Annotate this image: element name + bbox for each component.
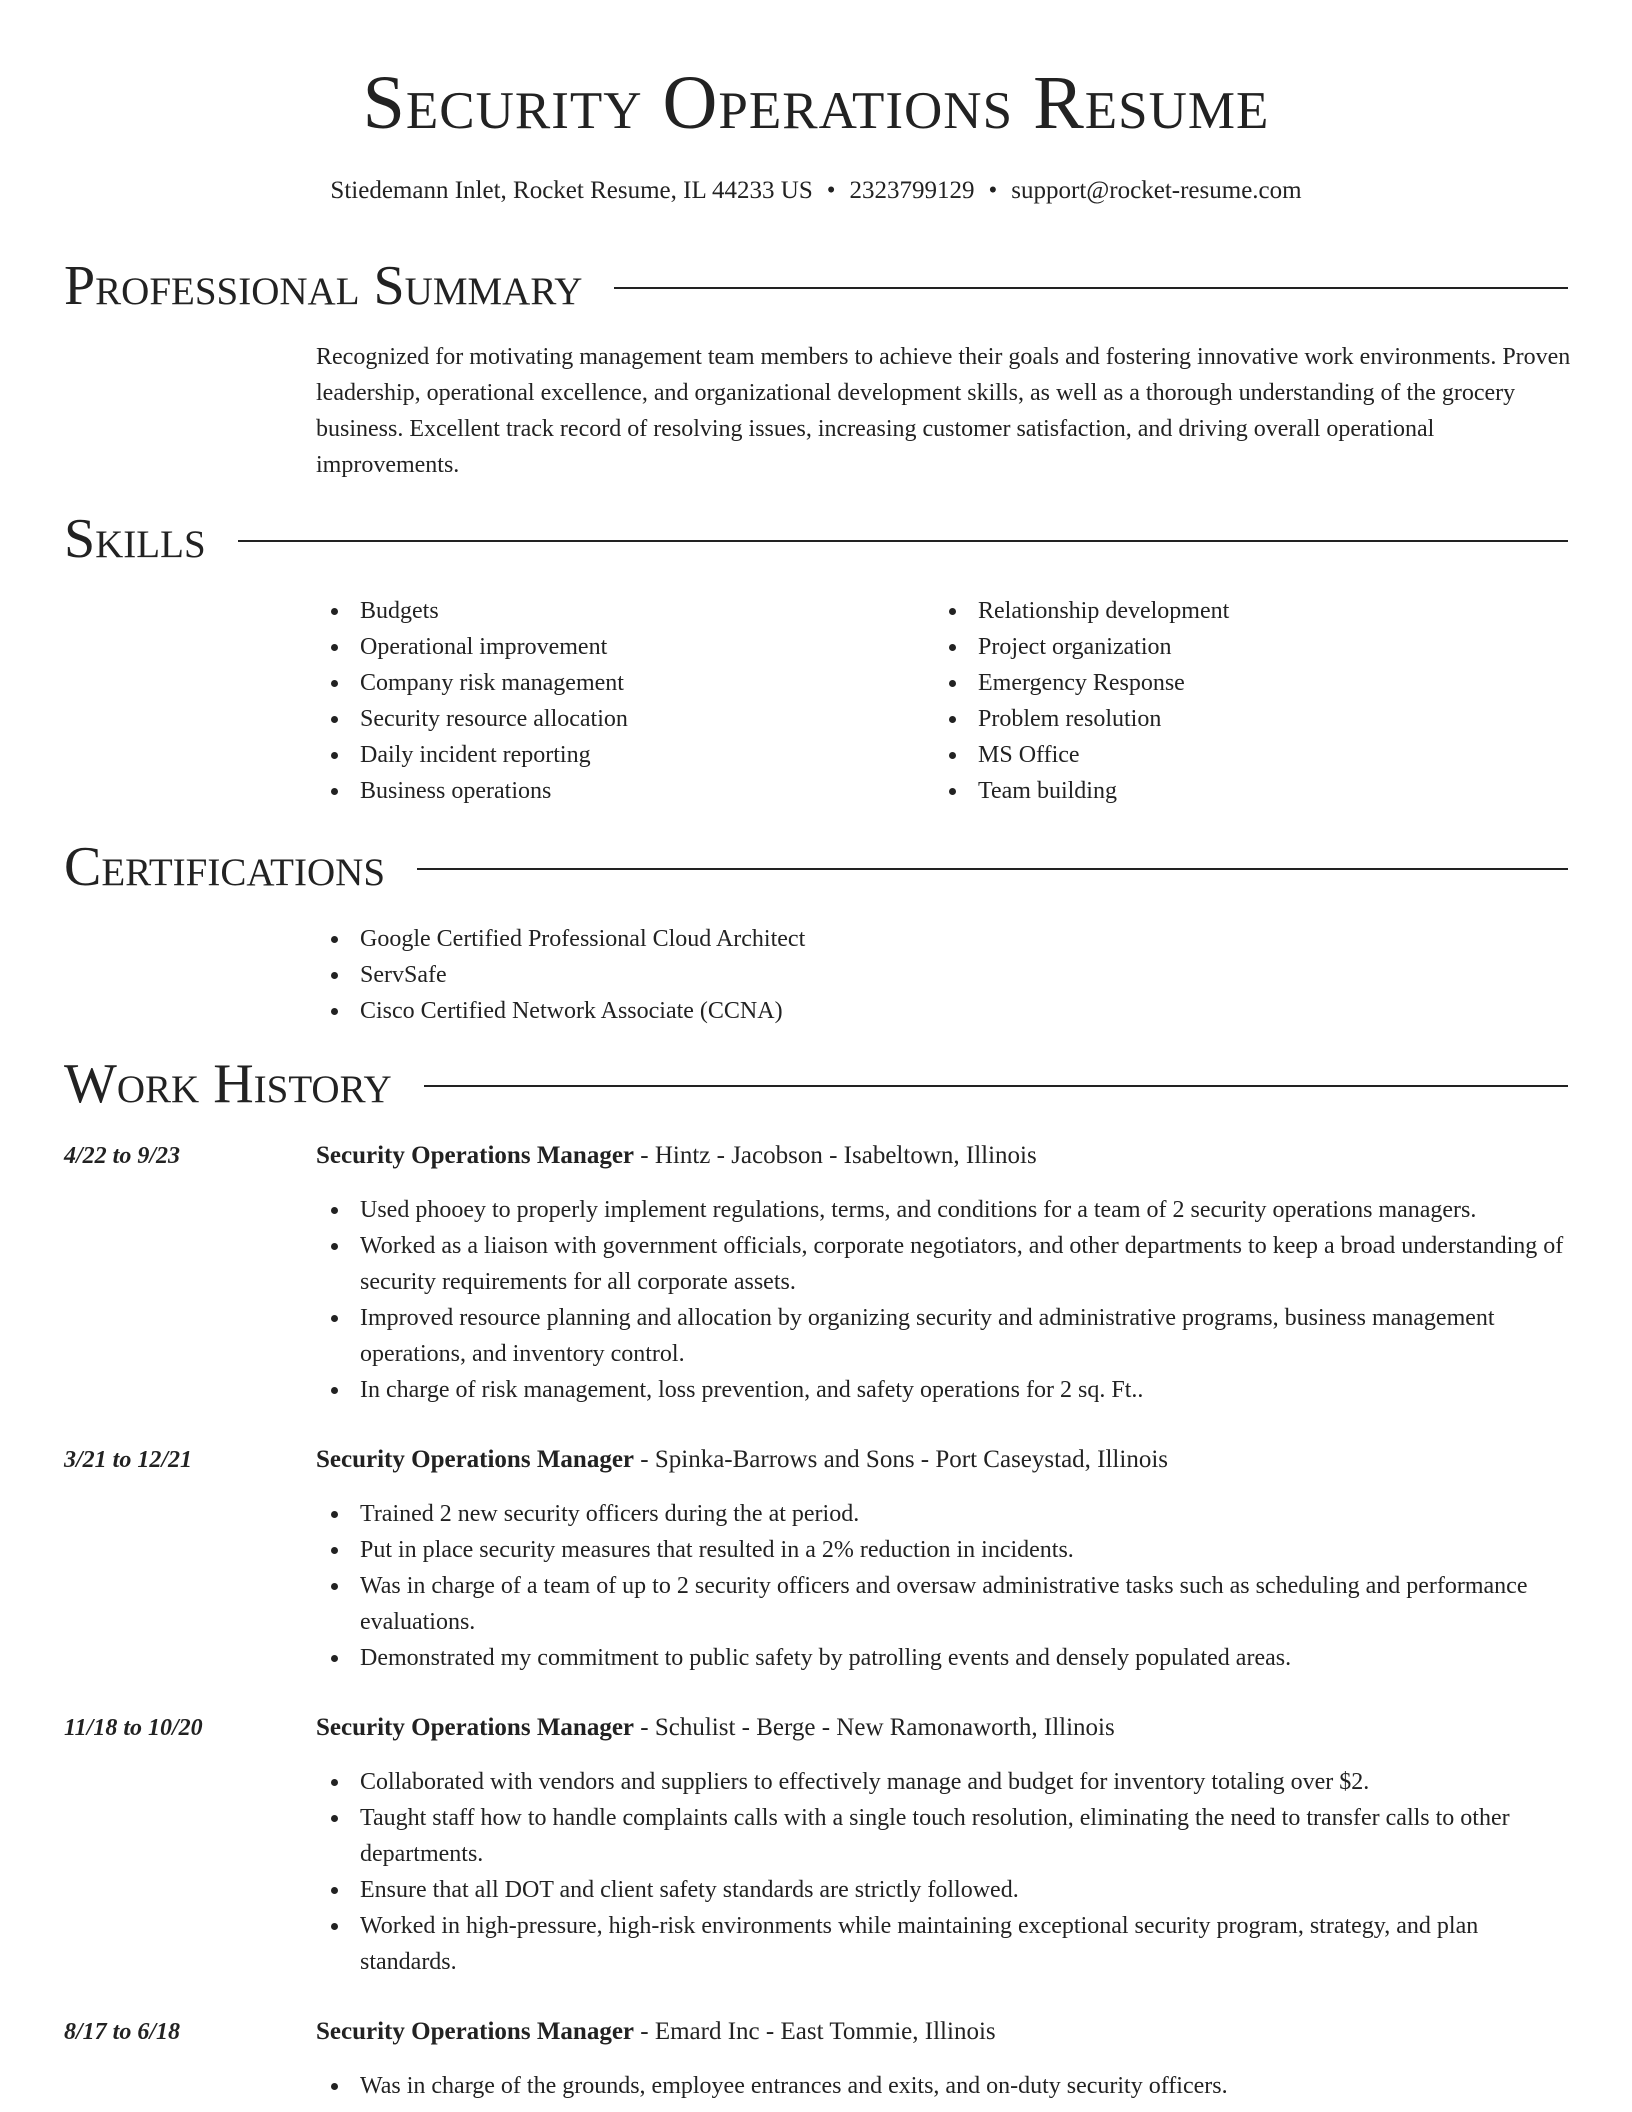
job-heading xyxy=(316,1710,1574,1746)
skill-item: Company risk management xyxy=(316,665,916,701)
certification-item: Cisco Certified Network Associate (CCNA) xyxy=(316,993,1574,1029)
job-bullets xyxy=(316,2068,1574,2104)
job-bullet: Demonstrated my commitment to public safety by patrolling events and densely populated areas. xyxy=(316,1640,1574,1676)
job-heading xyxy=(316,1138,1574,1174)
job-bullet: In charge of risk management, loss prevention, and safety operations for 2 sq. Ft.. xyxy=(316,1372,1574,1408)
job-heading xyxy=(316,1442,1574,1478)
job-title: Security Operations Manager xyxy=(316,1142,635,1169)
job-bullet: Used phooey to properly implement regulations, terms, and conditions for a team of 2 security operations managers. xyxy=(316,1192,1574,1228)
job-dates: 4/22 to 9/23 xyxy=(64,1143,181,1169)
section-divider xyxy=(614,287,1568,289)
job-bullet: Worked in high-pressure, high-risk environments while maintaining exceptional security program, strategy, and plan standards. xyxy=(316,1908,1574,1980)
contact-address: Stiedemann Inlet, Rocket Resume, IL 44233 US xyxy=(330,177,813,204)
certification-item: Google Certified Professional Cloud Architect xyxy=(316,921,1574,957)
job-bullet: Collaborated with vendors and suppliers to effectively manage and budget for inventory totaling over $2. xyxy=(316,1764,1574,1800)
certification-item: ServSafe xyxy=(316,957,1574,993)
section-title-certifications: Certifications xyxy=(64,836,386,898)
certifications-list xyxy=(316,921,1574,1029)
contact-separator: • xyxy=(988,177,998,204)
job-employer: - Emard Inc - East Tommie, Illinois xyxy=(634,2018,996,2045)
skill-item: Business operations xyxy=(316,773,916,809)
section-header-work-history xyxy=(64,1051,1568,1117)
job-bullet: Put in place security measures that resulted in a 2% reduction in incidents. xyxy=(316,1532,1574,1568)
section-title-skills: Skills xyxy=(64,508,206,570)
section-title-summary: Professional Summary xyxy=(64,255,583,317)
job-bullet: Taught staff how to handle complaints calls with a single touch resolution, eliminating the need to transfer calls to other departments. xyxy=(316,1800,1574,1872)
skill-item: Problem resolution xyxy=(934,701,1534,737)
job-employer: - Spinka-Barrows and Sons - Port Caseystad, Illinois xyxy=(634,1446,1168,1473)
skill-item: Relationship development xyxy=(934,593,1534,629)
job-dates: 11/18 to 10/20 xyxy=(64,1715,203,1741)
job-bullets xyxy=(316,1764,1574,1980)
section-header-certifications xyxy=(64,834,1568,900)
job-dates: 8/17 to 6/18 xyxy=(64,2019,181,2045)
skill-item: Team building xyxy=(934,773,1534,809)
job-employer: - Hintz - Jacobson - Isabeltown, Illinois xyxy=(634,1142,1037,1169)
job-employer: - Schulist - Berge - New Ramonaworth, Illinois xyxy=(634,1714,1115,1741)
contact-phone: 2323799129 xyxy=(849,177,975,204)
skill-item: Security resource allocation xyxy=(316,701,916,737)
section-divider xyxy=(417,868,1568,870)
job-bullet: Improved resource planning and allocation by organizing security and administrative programs, business management operations, and inventory control. xyxy=(316,1300,1574,1372)
skills-list-right xyxy=(934,593,1534,809)
section-header-skills xyxy=(64,506,1568,572)
summary-text: Recognized for motivating management team members to achieve their goals and fostering innovative work environments. Proven leadership, operational excellence, and organizational development skills, as well as a thorough understanding of the grocery business. Excellent track record of resolving issues, increasing customer satisfaction, and driving overall operational improvements. xyxy=(316,344,1571,478)
contact-email: support@rocket-resume.com xyxy=(1011,177,1302,204)
section-divider xyxy=(238,540,1568,542)
job-heading xyxy=(316,2014,1574,2050)
section-divider xyxy=(424,1085,1568,1087)
skill-item: MS Office xyxy=(934,737,1534,773)
skill-item: Daily incident reporting xyxy=(316,737,916,773)
skill-item: Emergency Response xyxy=(934,665,1534,701)
job-dates: 3/21 to 12/21 xyxy=(64,1447,193,1473)
job-bullets xyxy=(316,1496,1574,1676)
job-bullet: Was in charge of the grounds, employee entrances and exits, and on-duty security officers. xyxy=(316,2068,1574,2104)
job-title: Security Operations Manager xyxy=(316,1714,635,1741)
job-title: Security Operations Manager xyxy=(316,2018,635,2045)
job-bullet: Ensure that all DOT and client safety standards are strictly followed. xyxy=(316,1872,1574,1908)
job-bullet: Trained 2 new security officers during the at period. xyxy=(316,1496,1574,1532)
job-title: Security Operations Manager xyxy=(316,1446,635,1473)
section-header-summary xyxy=(64,253,1568,319)
skill-item: Budgets xyxy=(316,593,916,629)
section-title-work-history: Work History xyxy=(64,1053,392,1115)
job-bullets xyxy=(316,1192,1574,1408)
contact-line xyxy=(0,174,1632,208)
contact-separator: • xyxy=(826,177,836,204)
job-bullet: Worked as a liaison with government officials, corporate negotiators, and other departments to keep a broad understanding of security requirements for all corporate assets. xyxy=(316,1228,1574,1300)
resume-title: Security Operations Resume xyxy=(362,61,1270,145)
skills-list-left xyxy=(316,593,916,809)
job-bullet: Was in charge of a team of up to 2 security officers and oversaw administrative tasks such as scheduling and performance evaluations. xyxy=(316,1568,1574,1640)
skill-item: Operational improvement xyxy=(316,629,916,665)
skill-item: Project organization xyxy=(934,629,1534,665)
